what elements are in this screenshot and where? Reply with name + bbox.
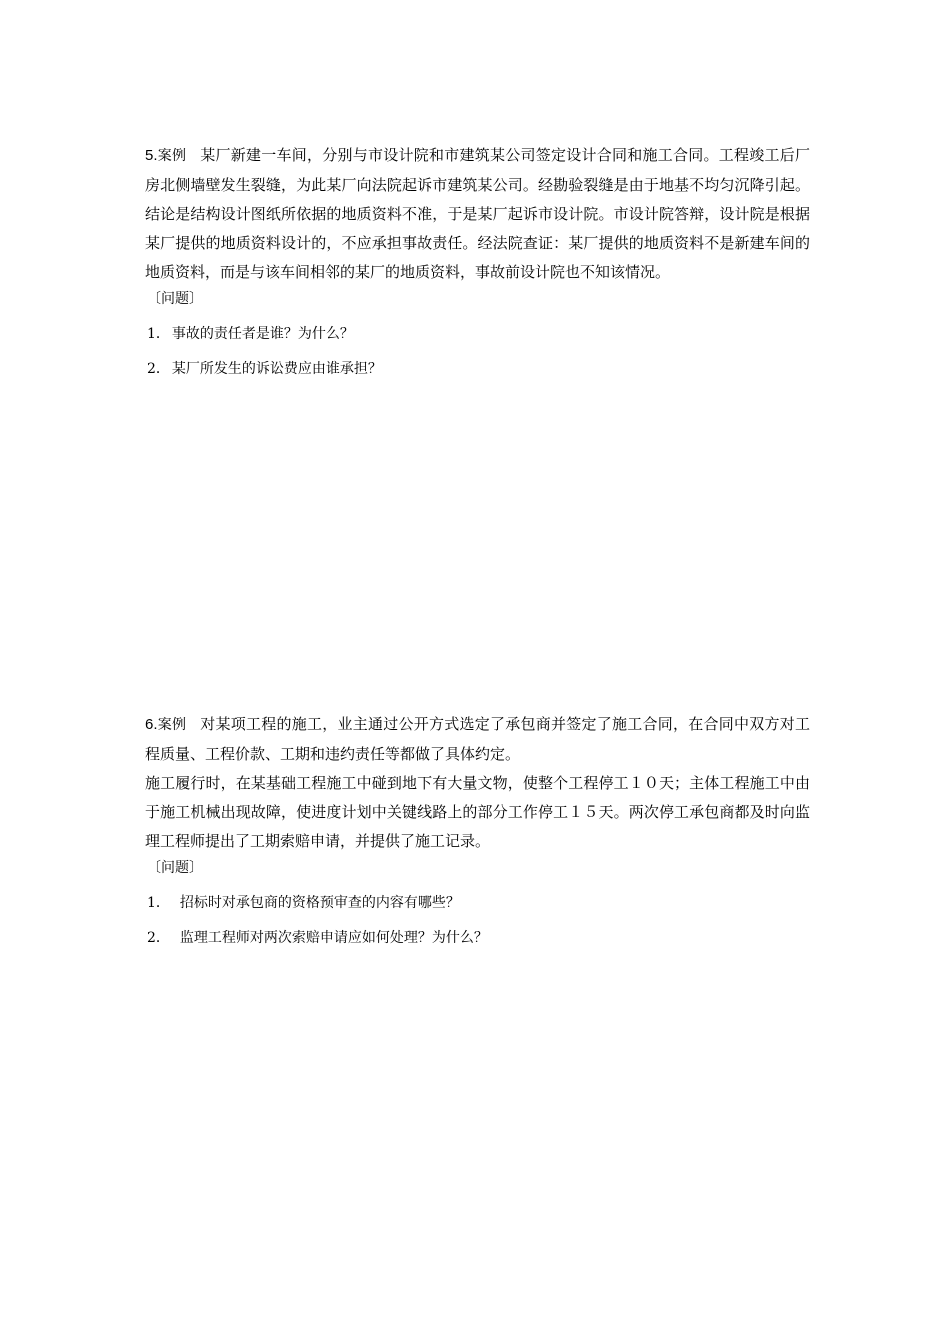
question-number: 1． (147, 326, 170, 342)
case-6-body: 对某项工程的施工，业主通过公开方式选定了承包商并签定了施工合同，在合同中双方对工程质量、工程价款、工期和违约责任等都做了具体约定。 (145, 715, 810, 763)
case-6-paragraph (145, 710, 810, 769)
case-6-question-2 (145, 928, 810, 948)
case-6-paragraph-2: 施工履行时，在某基础工程施工中碰到地下有大量文物，使整个工程停工１０天；主体工程施工中由于施工机械出现故障，使进度计划中关键线路上的部分工作停工１５天。两次停工承包商都及时向监理工程师提出了工期索赔申请，并提供了施工记录。 (145, 774, 810, 850)
question-number: 1． (147, 895, 170, 911)
case-5 (145, 141, 810, 379)
question-text: 事故的责任者是谁？为什么？ (171, 326, 354, 342)
case-5-body: 某厂新建一车间，分别与市设计院和市建筑某公司签定设计合同和施工合同。工程竣工后厂房北侧墙壁发生裂缝，为此某厂向法院起诉市建筑某公司。经勘验裂缝是由于地基不均匀沉降引起。结论是结构设计图纸所依据的地质资料不准，于是某厂起诉市设计院。市设计院答辩，设计院是根据某厂提供的地质资料设计的，不应承担事故责任。经法院查证：某厂提供的地质资料不是新建车间的地质资料，而是与该车间相邻的某厂的地质资料，事故前设计院也不知该情况。 (145, 146, 810, 281)
question-text: 招标时对承包商的资格预审查的内容有哪些？ (179, 895, 460, 911)
case-5-questions-heading: 〔问题〕 (147, 291, 203, 307)
question-text: 监理工程师对两次索赔申请应如何处理？为什么？ (179, 930, 488, 946)
case-6-number: 6. (145, 716, 158, 733)
case-6 (145, 710, 810, 948)
case-5-question-2 (145, 359, 810, 379)
question-text: 某厂所发生的诉讼费应由谁承担？ (171, 361, 382, 377)
case-5-label: 案例 (157, 148, 187, 164)
case-6-questions-heading: 〔问题〕 (147, 860, 203, 876)
question-number: 2． (147, 930, 170, 946)
case-6-question-1 (145, 893, 810, 913)
case-5-number: 5. (145, 147, 158, 164)
case-6-question-list (145, 893, 810, 948)
case-6-label: 案例 (157, 717, 187, 733)
case-5-paragraph (145, 141, 810, 287)
case-5-question-list (145, 324, 810, 379)
case-5-question-1 (145, 324, 810, 344)
question-number: 2． (147, 361, 170, 377)
